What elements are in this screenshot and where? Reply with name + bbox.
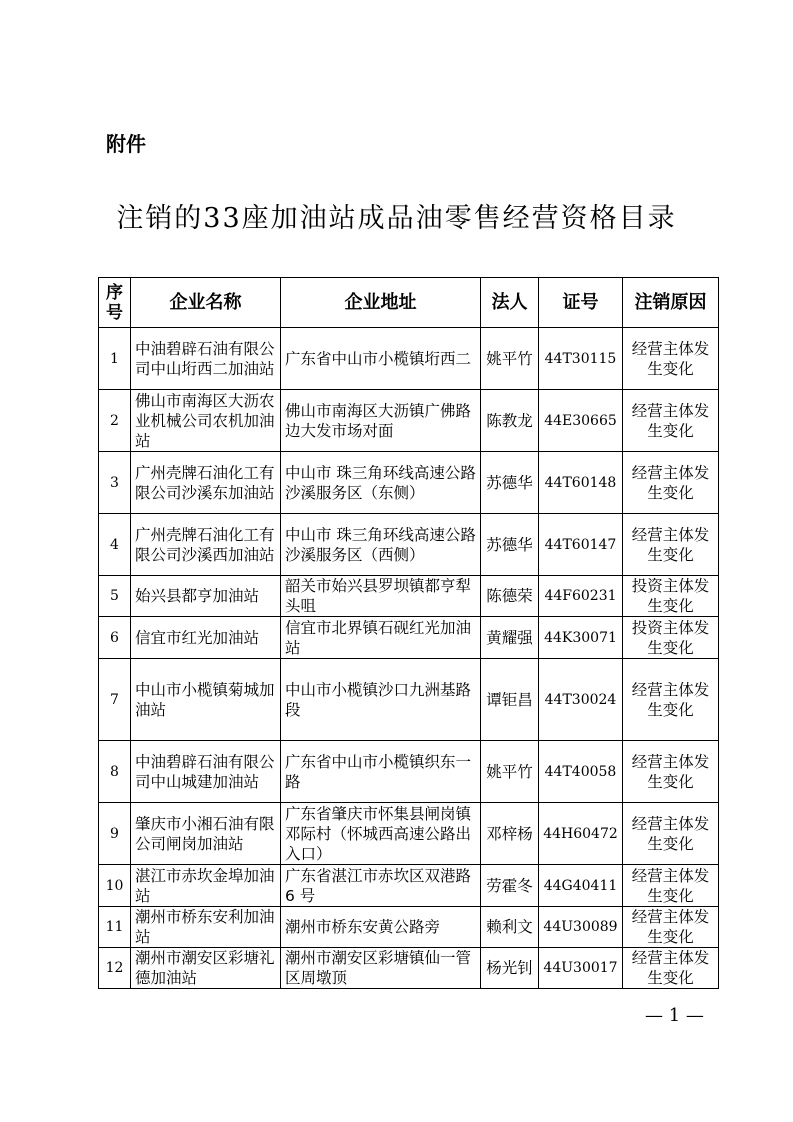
legal-person: 邓梓杨	[481, 803, 539, 865]
certificate-number: 44U30089	[539, 907, 623, 948]
attachment-label: 附件	[106, 132, 146, 156]
page-number: — 1 —	[645, 1005, 704, 1026]
row-number: 3	[99, 452, 131, 514]
enterprise-name: 信宜市红光加油站	[131, 617, 281, 659]
row-number: 12	[99, 948, 131, 989]
table-body	[99, 328, 719, 989]
certificate-number: 44T30024	[539, 659, 623, 741]
table-row	[99, 328, 719, 390]
header-reason: 注销原因	[623, 278, 719, 328]
certificate-number: 44F60231	[539, 576, 623, 617]
legal-person: 赖利文	[481, 907, 539, 948]
row-number: 2	[99, 390, 131, 452]
row-number: 10	[99, 865, 131, 907]
certificate-number: 44T60148	[539, 452, 623, 514]
enterprise-address: 广东省中山市小榄镇织东一路	[281, 741, 481, 803]
legal-person: 谭钜昌	[481, 659, 539, 741]
certificate-number: 44T60147	[539, 514, 623, 576]
enterprise-name: 潮州市桥东安利加油站	[131, 907, 281, 948]
enterprise-address: 广东省肇庆市怀集县闸岗镇邓际村（怀城西高速公路出入口）	[281, 803, 481, 865]
row-number: 11	[99, 907, 131, 948]
enterprise-name: 肇庆市小湘石油有限公司闸岗加油站	[131, 803, 281, 865]
revocation-reason: 经营主体发生变化	[623, 452, 719, 514]
legal-person: 姚平竹	[481, 741, 539, 803]
table-header-row	[99, 278, 719, 328]
revocation-reason: 经营主体发生变化	[623, 907, 719, 948]
enterprise-address: 潮州市桥东安黄公路旁	[281, 907, 481, 948]
enterprise-name: 中油碧辟石油有限公司中山城建加油站	[131, 741, 281, 803]
table-row	[99, 576, 719, 617]
header-name: 企业名称	[131, 278, 281, 328]
legal-person: 劳霍冬	[481, 865, 539, 907]
enterprise-address: 中山市 珠三角环线高速公路沙溪服务区（东侧）	[281, 452, 481, 514]
enterprise-name: 佛山市南海区大沥农业机械公司农机加油站	[131, 390, 281, 452]
table-row	[99, 803, 719, 865]
certificate-number: 44T40058	[539, 741, 623, 803]
row-number: 9	[99, 803, 131, 865]
table-row	[99, 390, 719, 452]
revocation-reason: 投资主体发生变化	[623, 617, 719, 659]
revocation-reason: 经营主体发生变化	[623, 865, 719, 907]
table-row	[99, 659, 719, 741]
row-number: 5	[99, 576, 131, 617]
revocation-reason: 经营主体发生变化	[623, 514, 719, 576]
revocation-reason: 经营主体发生变化	[623, 948, 719, 989]
enterprise-address: 广东省中山市小榄镇垳西二	[281, 328, 481, 390]
row-number: 4	[99, 514, 131, 576]
enterprise-name: 中山市小榄镇菊城加油站	[131, 659, 281, 741]
enterprise-name: 潮州市潮安区彩塘礼德加油站	[131, 948, 281, 989]
legal-person: 苏德华	[481, 514, 539, 576]
row-number: 6	[99, 617, 131, 659]
legal-person: 陈教龙	[481, 390, 539, 452]
table-row	[99, 617, 719, 659]
legal-person: 陈德荣	[481, 576, 539, 617]
revocation-reason: 经营主体发生变化	[623, 741, 719, 803]
legal-person: 姚平竹	[481, 328, 539, 390]
table-row	[99, 907, 719, 948]
enterprise-address: 韶关市始兴县罗坝镇都亨犁头咀	[281, 576, 481, 617]
enterprise-address: 潮州市潮安区彩塘镇仙一管区周墩顶	[281, 948, 481, 989]
revocation-table	[98, 277, 719, 989]
row-number: 8	[99, 741, 131, 803]
certificate-number: 44U30017	[539, 948, 623, 989]
table-row	[99, 741, 719, 803]
revocation-reason: 经营主体发生变化	[623, 328, 719, 390]
enterprise-name: 广州壳牌石油化工有限公司沙溪西加油站	[131, 514, 281, 576]
document-title: 注销的33座加油站成品油零售经营资格目录	[116, 203, 677, 234]
legal-person: 黄耀强	[481, 617, 539, 659]
revocation-reason: 经营主体发生变化	[623, 659, 719, 741]
table-row	[99, 948, 719, 989]
table-row	[99, 514, 719, 576]
revocation-reason: 经营主体发生变化	[623, 390, 719, 452]
enterprise-address: 中山市 珠三角环线高速公路沙溪服务区（西侧）	[281, 514, 481, 576]
enterprise-name: 广州壳牌石油化工有限公司沙溪东加油站	[131, 452, 281, 514]
row-number: 1	[99, 328, 131, 390]
revocation-reason: 经营主体发生变化	[623, 803, 719, 865]
enterprise-address: 佛山市南海区大沥镇广佛路边大发市场对面	[281, 390, 481, 452]
certificate-number: 44G40411	[539, 865, 623, 907]
certificate-number: 44K30071	[539, 617, 623, 659]
enterprise-address: 中山市小榄镇沙口九洲基路段	[281, 659, 481, 741]
header-address: 企业地址	[281, 278, 481, 328]
legal-person: 苏德华	[481, 452, 539, 514]
table-row	[99, 452, 719, 514]
legal-person: 杨光钊	[481, 948, 539, 989]
header-no: 序号	[99, 278, 131, 328]
enterprise-address: 信宜市北界镇石砚红光加油站	[281, 617, 481, 659]
header-cert: 证号	[539, 278, 623, 328]
enterprise-address: 广东省湛江市赤坎区双港路 6 号	[281, 865, 481, 907]
certificate-number: 44T30115	[539, 328, 623, 390]
certificate-number: 44E30665	[539, 390, 623, 452]
revocation-reason: 投资主体发生变化	[623, 576, 719, 617]
table-row	[99, 865, 719, 907]
row-number: 7	[99, 659, 131, 741]
enterprise-name: 湛江市赤坎金埠加油站	[131, 865, 281, 907]
enterprise-name: 始兴县都亨加油站	[131, 576, 281, 617]
header-person: 法人	[481, 278, 539, 328]
certificate-number: 44H60472	[539, 803, 623, 865]
enterprise-name: 中油碧辟石油有限公司中山垳西二加油站	[131, 328, 281, 390]
